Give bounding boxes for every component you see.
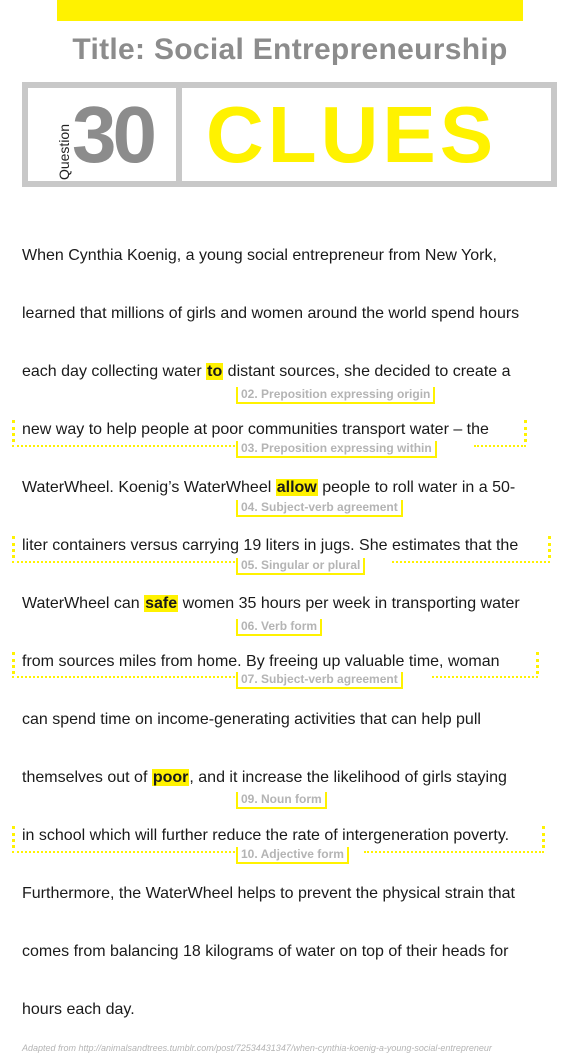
question-panel bbox=[28, 88, 176, 181]
passage-line-3 bbox=[22, 362, 511, 382]
passage-text: themselves out of bbox=[22, 769, 152, 786]
clue-10-bracket-left bbox=[12, 826, 15, 848]
clue-03-bracket-left bbox=[12, 420, 15, 442]
passage-line-9: can spend time on income-generating activities that can help pull bbox=[22, 711, 481, 728]
passage-line-14: hours each day. bbox=[22, 1001, 135, 1018]
highlighted-word-safe[interactable]: safe bbox=[145, 595, 178, 612]
clue-10-bracket-right bbox=[542, 826, 545, 848]
clue-02: 02. Preposition expressing origin bbox=[236, 387, 435, 404]
clue-07-bracket-left bbox=[12, 652, 15, 674]
passage-text: women 35 hours per week in transporting water bbox=[178, 595, 520, 612]
passage-text: WaterWheel can bbox=[22, 595, 145, 612]
clue-07-bracket-right bbox=[536, 652, 539, 674]
passage-line-8: from sources miles from home. By freeing up valuable time, woman bbox=[22, 653, 500, 670]
clue-05-dotline bbox=[12, 561, 235, 563]
source-credit: Adapted from http://animalsandtrees.tumblr.com/post/72534431347/when-cynthia-koenig-a-young-social-entrepreneur bbox=[22, 1043, 492, 1053]
clue-05-bracket-right bbox=[548, 536, 551, 558]
clue-07-dotline bbox=[432, 676, 538, 678]
clue-03-dotline bbox=[12, 445, 235, 447]
clue-05-bracket-left bbox=[12, 536, 15, 558]
clue-09: 09. Noun form bbox=[236, 792, 327, 809]
passage-text: , and it increase the likelihood of girls staying bbox=[189, 769, 507, 786]
clue-05: 05. Singular or plural bbox=[236, 558, 365, 575]
passage-line-7 bbox=[22, 594, 520, 614]
passage-text: distant sources, she decided to create a bbox=[223, 363, 511, 380]
clue-05-dotline bbox=[392, 561, 550, 563]
passage-line-10 bbox=[22, 768, 507, 788]
clue-07: 07. Subject-verb agreement bbox=[236, 672, 403, 689]
highlighted-word-poor[interactable]: poor bbox=[152, 769, 189, 786]
clues-panel bbox=[182, 88, 551, 181]
clue-10-dotline bbox=[364, 851, 544, 853]
highlighted-word-to[interactable]: to bbox=[207, 363, 223, 380]
passage-text: people to roll water in a 50- bbox=[317, 479, 516, 496]
passage-line-11: in school which will further reduce the rate of intergeneration poverty. bbox=[22, 827, 510, 844]
passage-line-13: comes from balancing 18 kilograms of water on top of their heads for bbox=[22, 943, 509, 960]
passage-line-12: Furthermore, the WaterWheel helps to prevent the physical strain that bbox=[22, 885, 515, 902]
question-label: Question bbox=[56, 123, 72, 181]
passage-line-6: liter containers versus carrying 19 liters in jugs. She estimates that the bbox=[22, 537, 519, 554]
page-title: Title: Social Entrepreneurship bbox=[72, 33, 508, 66]
passage-line-4: new way to help people at poor communities transport water – the bbox=[22, 421, 489, 438]
clue-06: 06. Verb form bbox=[236, 619, 322, 636]
passage-line-1: When Cynthia Koenig, a young social entrepreneur from New York, bbox=[22, 247, 497, 264]
header-box bbox=[22, 82, 557, 187]
passage-line-2: learned that millions of girls and women around the world spend hours bbox=[22, 305, 520, 322]
passage-text: each day collecting water bbox=[22, 363, 207, 380]
passage-line-5 bbox=[22, 478, 515, 498]
clue-07-dotline bbox=[12, 676, 235, 678]
clue-10-dotline bbox=[12, 851, 235, 853]
clue-10: 10. Adjective form bbox=[236, 847, 349, 864]
clue-04: 04. Subject-verb agreement bbox=[236, 500, 403, 517]
clue-03-dotline bbox=[474, 445, 526, 447]
question-number: 30 bbox=[72, 90, 153, 179]
highlighted-word-allow[interactable]: allow bbox=[276, 479, 317, 496]
clue-03: 03. Preposition expressing within bbox=[236, 441, 437, 458]
passage-text: WaterWheel. Koenig’s WaterWheel bbox=[22, 479, 276, 496]
clue-03-bracket-right bbox=[524, 420, 527, 442]
clues-heading: CLUES bbox=[206, 90, 498, 179]
top-accent-bar bbox=[57, 0, 523, 21]
